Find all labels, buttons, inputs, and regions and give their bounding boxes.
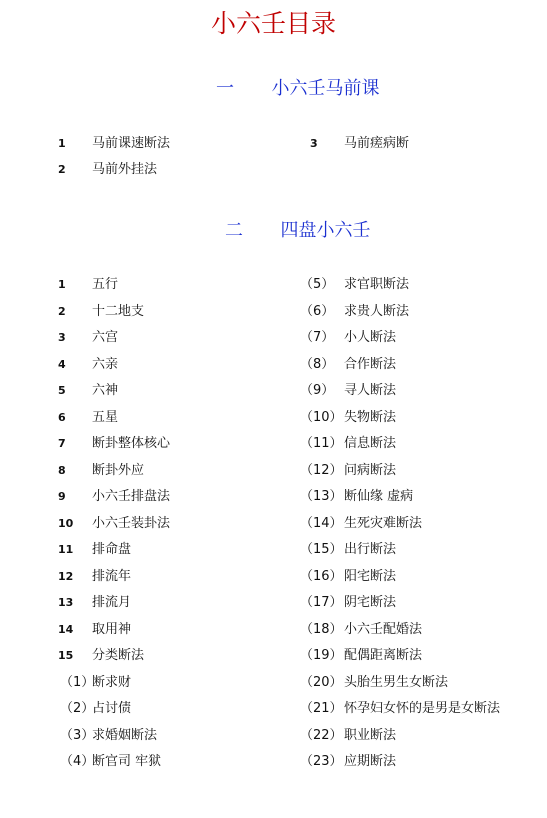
toc-item-number: 5 [58, 384, 66, 397]
toc-item-label: 配偶距离断法 [344, 648, 423, 663]
toc-item-label: 五星 [92, 409, 119, 425]
toc-item-label: 出行断法 [344, 542, 397, 557]
toc-item-number: （20） [300, 674, 343, 690]
toc-item-number: 7 [58, 437, 66, 450]
toc-item-number: （2） [60, 701, 95, 716]
toc-item-label: 求贵人断法 [344, 303, 410, 319]
section-number: 二 [225, 220, 243, 241]
toc-item-number: 2 [58, 163, 66, 176]
section-title: 小六壬马前课 [271, 78, 380, 99]
toc-item-label: 马前外挂法 [92, 162, 158, 177]
toc-item-label: 信息断法 [344, 436, 397, 451]
toc-item-number: （14） [300, 515, 343, 531]
toc-item-number: 10 [58, 516, 74, 530]
toc-item-label: 断官司 牢狱 [92, 754, 162, 769]
toc-item-label: 马前瘥病断 [344, 136, 410, 151]
toc-item-label: 排流月 [92, 595, 132, 610]
toc-item-number: （6） [300, 303, 335, 319]
toc-item-label: 马前课速断法 [92, 136, 171, 151]
toc-item-label: 排流年 [92, 568, 132, 584]
toc-item-number: （7） [300, 330, 335, 345]
toc-item-label: 小人断法 [344, 330, 397, 345]
toc-item-number: 6 [58, 410, 66, 424]
toc-item-label: 求官职断法 [344, 277, 410, 292]
toc-item-number: 14 [58, 622, 74, 636]
toc-item-number: （15） [300, 542, 343, 557]
section-number: 一 [216, 78, 234, 99]
toc-item-label: 五行 [92, 277, 119, 292]
toc-item-number: （21） [300, 701, 343, 716]
toc-item-number: （8） [300, 356, 335, 372]
toc-item-number: （11） [300, 436, 343, 451]
toc-item-label: 十二地支 [92, 303, 145, 319]
toc-item-number: （18） [300, 621, 343, 637]
toc-item-label: 小六壬装卦法 [92, 515, 171, 531]
toc-item-number: （17） [300, 595, 343, 610]
toc-item-label: 应期断法 [344, 754, 397, 769]
toc-item-number: 1 [58, 137, 66, 150]
toc-item-number: 1 [58, 278, 66, 291]
toc-item-number: （3） [60, 727, 95, 743]
toc-item-number: 2 [58, 304, 66, 318]
toc-item-number: （5） [300, 277, 335, 292]
toc-item-number: （9） [300, 383, 335, 398]
toc-item-number: （22） [300, 727, 343, 743]
toc-item-label: 阴宅断法 [344, 595, 397, 610]
toc-item-number: 9 [58, 490, 66, 503]
toc-item-label: 职业断法 [344, 727, 397, 743]
toc-item-label: 生死灾难断法 [344, 515, 423, 531]
toc-item-label: 小六壬配婚法 [344, 621, 423, 637]
toc-item-label: 占讨债 [92, 701, 132, 716]
toc-item-label: 排命盘 [92, 542, 132, 557]
toc-item-label: 小六壬排盘法 [92, 489, 171, 504]
toc-item-label: 断求财 [92, 674, 132, 690]
page-title: 小六壬目录 [210, 9, 336, 38]
toc-item-number: 3 [58, 331, 66, 344]
toc-item-label: 怀孕妇女怀的是男是女断法 [344, 701, 501, 716]
toc-item-label: 寻人断法 [344, 383, 397, 398]
toc-item-number: （16） [300, 568, 343, 584]
toc-item-number: 3 [310, 137, 318, 150]
toc-item-number: （19） [300, 648, 343, 663]
toc-item-label: 合作断法 [344, 356, 397, 372]
toc-item-label: 求婚姻断法 [92, 727, 158, 743]
toc-item-number: （12） [300, 462, 343, 478]
toc-item-label: 失物断法 [344, 409, 397, 425]
toc-item-label: 分类断法 [92, 648, 145, 663]
toc-item-label: 断卦外应 [92, 462, 145, 478]
toc-item-number: 11 [58, 543, 74, 556]
section-heading-2 [225, 216, 370, 242]
toc-item-number: 13 [58, 596, 74, 609]
toc-item-label: 阳宅断法 [344, 568, 397, 584]
section-heading-1 [216, 74, 379, 100]
toc-item-number: 15 [58, 649, 74, 662]
toc-item-label: 六亲 [92, 356, 119, 372]
toc-item-number: （23） [300, 754, 343, 769]
toc-item-label: 头胎生男生女断法 [344, 674, 449, 690]
toc-item-label: 取用神 [92, 621, 132, 637]
toc-item-label: 断卦整体核心 [92, 436, 171, 451]
toc-item-label: 六宫 [92, 330, 119, 345]
toc-item-label: 断仙缘 虚病 [344, 489, 414, 504]
toc-item-label: 六神 [92, 383, 119, 398]
toc-item-number: 12 [58, 569, 74, 583]
toc-item-number: 8 [58, 463, 66, 477]
toc-item-number: （10） [300, 409, 343, 425]
toc-item-number: （4） [60, 754, 95, 769]
toc-item-number: 4 [58, 357, 66, 371]
toc-item-number: （1） [60, 674, 95, 690]
toc-item-number: （13） [300, 489, 343, 504]
section-title: 四盘小六壬 [280, 220, 371, 241]
toc-item-label: 问病断法 [344, 462, 397, 478]
